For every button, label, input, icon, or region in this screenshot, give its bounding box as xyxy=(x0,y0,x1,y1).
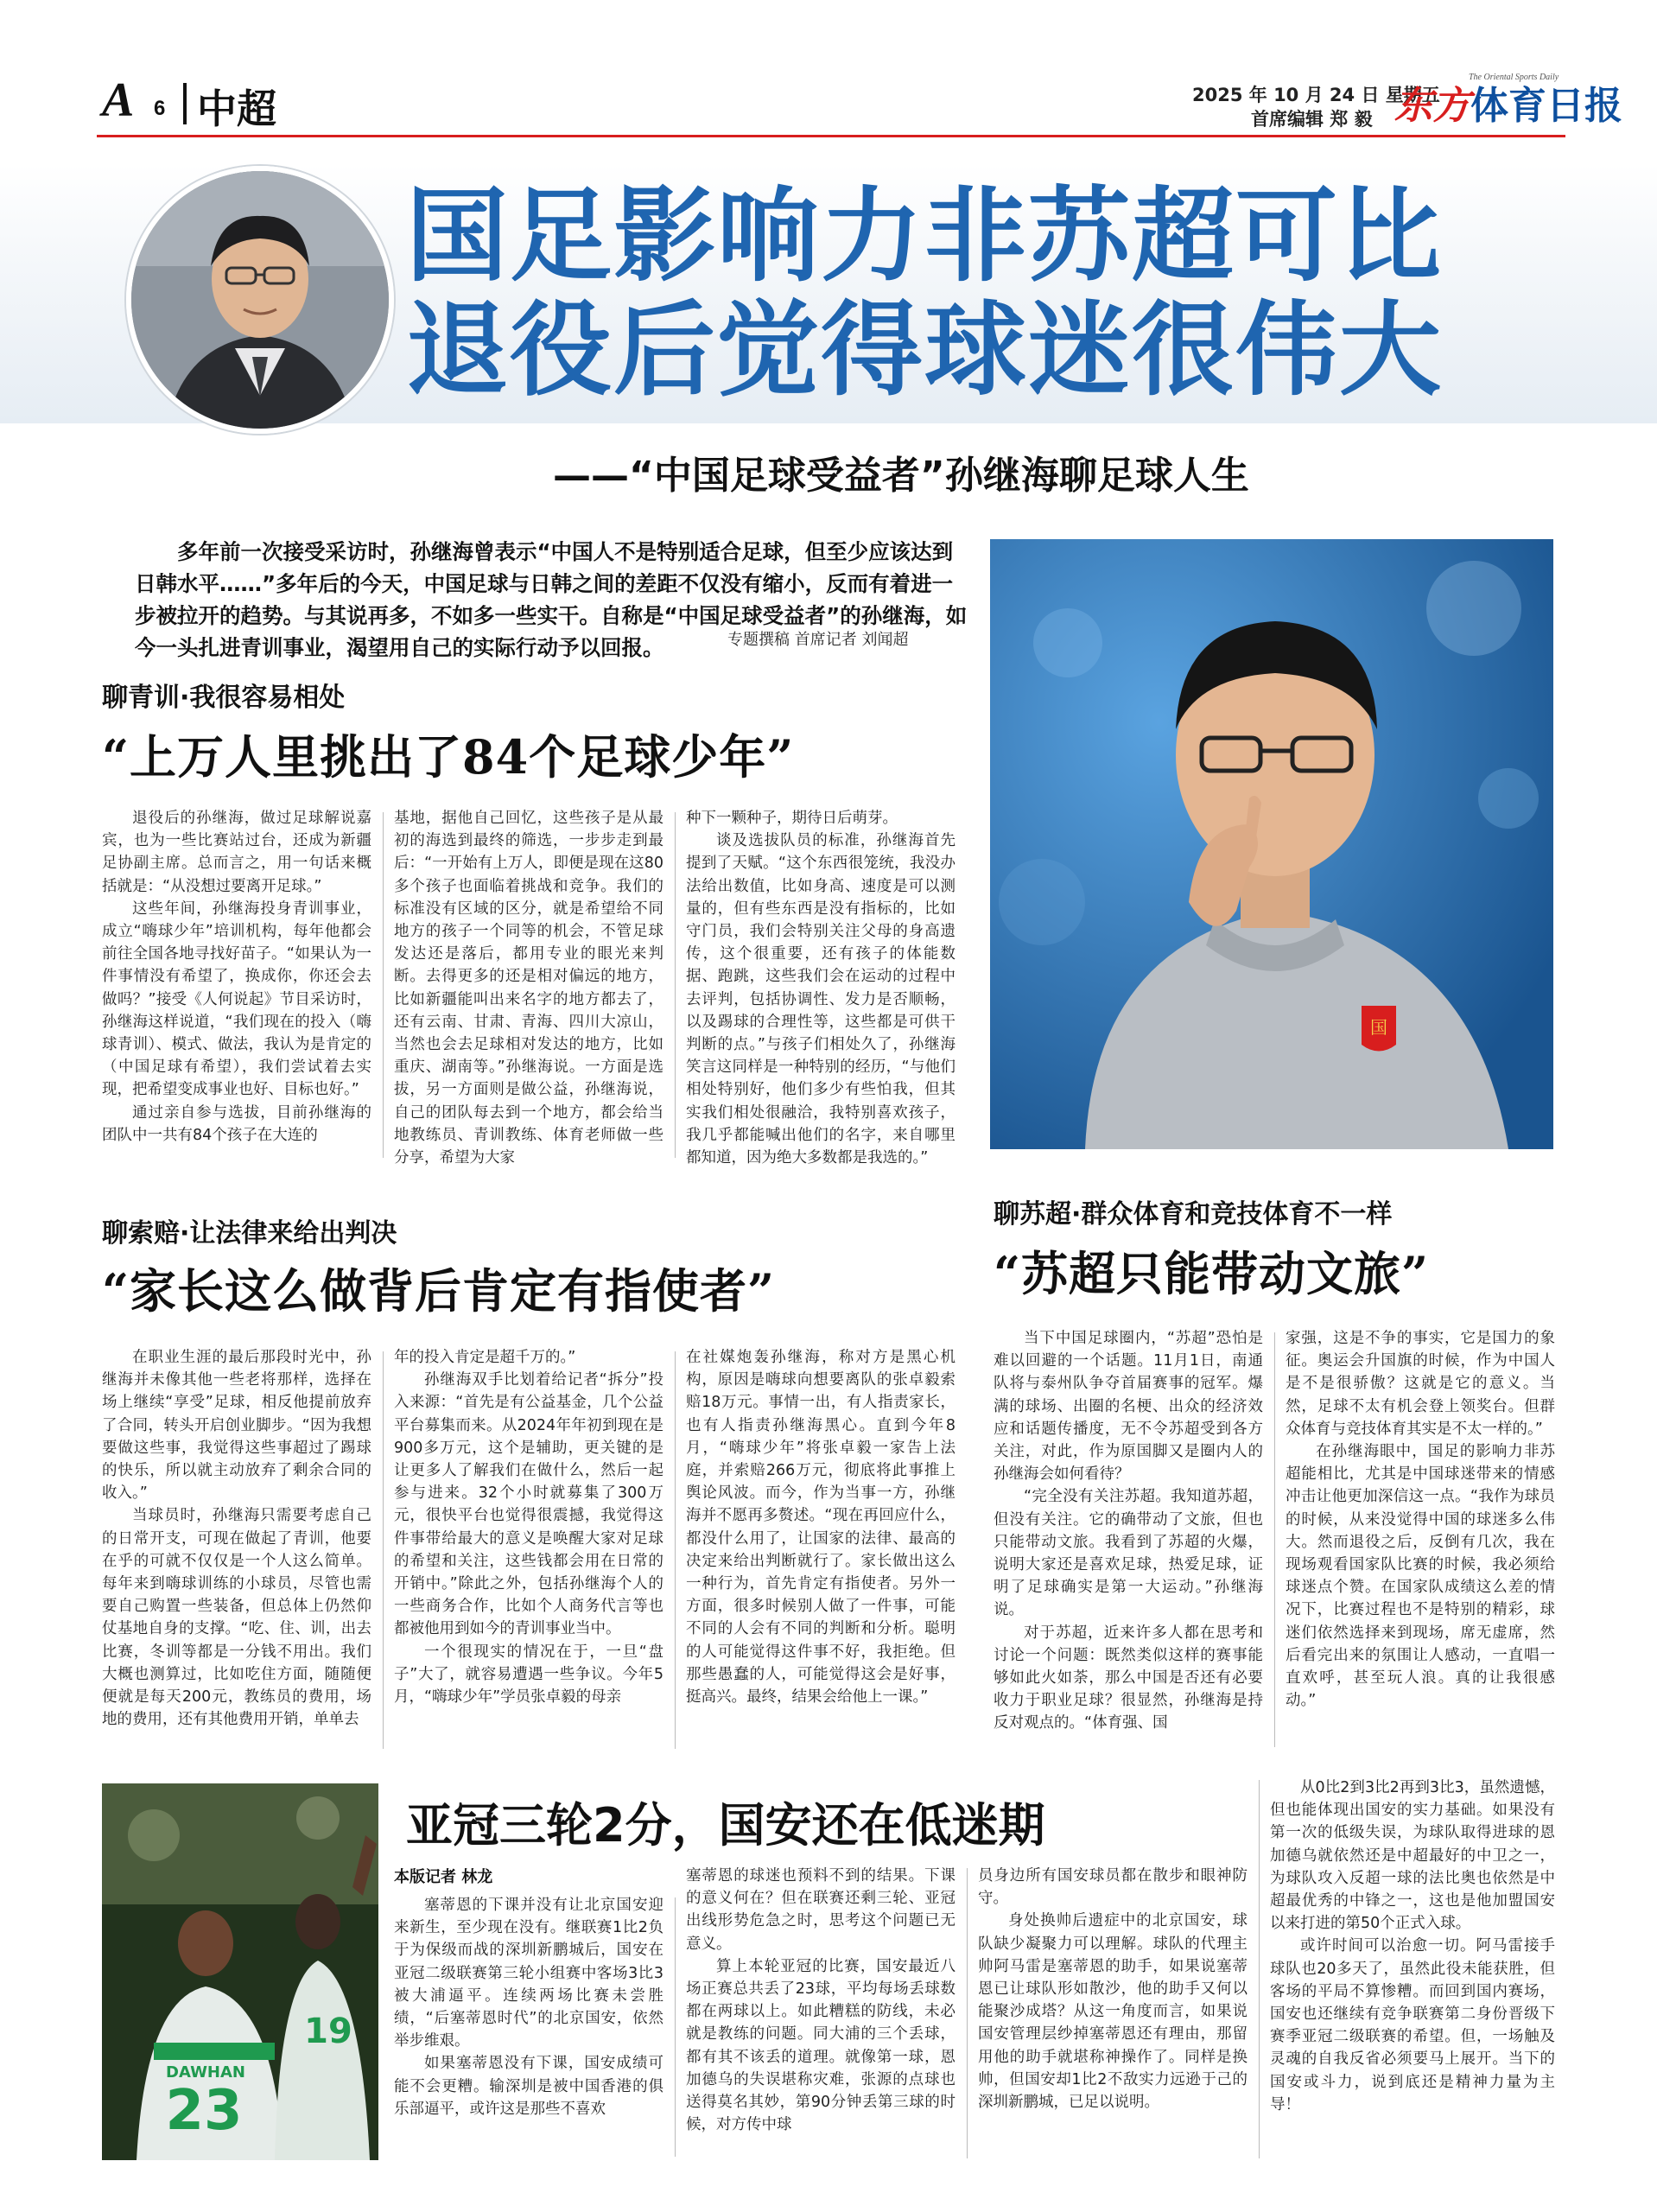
paragraph: 在职业生涯的最后那段时光中，孙继海并未像其他一些老将那样，选择在场上继续“享受”足球，相反他提前放弃了合同，转头开启创业脚步。“因为我想要做这些事，我觉得这些事超过了踢球的快乐，所以就主动放弃了剩余合同的收入。” xyxy=(102,1349,371,1503)
paragraph: 孙继海双手比划着给记者“拆分”投入来源：“首先是有公益基金，几个公益平台募集而来。从2024年年初到现在是900多万元，这个是辅助，更关键的是让更多人了解我们在做什么，然后一起参与进来。32个小时就募集了300万元，很快平台也觉得很震撼，我觉得这件事带给最大的意义是唤醒大家对足球的希望和关注，这些钱都会用在日常的开销中。”除此之外，包括孙继海个人的一些商务合作，比如个人商务代言等也都被他用到如今的青训事业当中。 xyxy=(394,1371,663,1638)
section2-kicker: 聊索赔·让法律来给出判决 xyxy=(102,1218,397,1249)
column-divider xyxy=(675,1897,676,2157)
newspaper-logo xyxy=(1394,74,1622,130)
issue-date: 2025 年 10 月 24 日 星期五 xyxy=(1192,85,1440,105)
section1-kicker: 聊青训·我很容易相处 xyxy=(102,683,346,713)
column-divider xyxy=(675,812,676,1158)
paragraph: 在社媒炮轰孙继海，称对方是黑心机构，原因是嗨球向想要离队的张卓毅索赔18万元。事情一出，有人指责家长，也有人指责孙继海黑心。直到今年8月，“嗨球少年”将张卓毅一家告上法庭，并索赔266万元，彻底将此事推上舆论风波。而今，作为当事一方，孙继海并不愿再多赘述。“现在再回应什么，都没什么用了，让国家的法律、最高的决定来给出判断就行了。家长做出这么一种行为，首先肯定有指使者。另外一方面，很多时候别人做了一件事，可能不同的人会有不同的判断和分析。聪明的人可能觉得这件事不好，我拒绝。但那些愚蠢的人，可能觉得这会是好事，挺高兴。最终，结果会给他上一课。” xyxy=(686,1349,955,1707)
section2-column-3 xyxy=(686,1346,955,1758)
intro-line: 多年前一次接受采访时，孙继海曾表示“中国人不是特别适合足球，但至少应该达到 xyxy=(177,539,954,564)
section2-column-1 xyxy=(102,1346,371,1758)
portrait-illustration xyxy=(131,171,389,429)
paragraph: 身处换帅后遗症中的北京国安，球队缺少凝聚力可以理解。球队的代理主帅阿马雷是塞蒂恩的助手，如果说塞蒂恩已让球队形如散沙，他的助手又何以能聚沙成塔？从这一角度而言，如果说国安管理层纱掉塞蒂恩还有理由，那留用他的助手就堪称神操作了。同样是换帅，但国安却1比2不敌实力远逊于己的深圳新鹏城，已足以说明。 xyxy=(978,1912,1248,2112)
intro-line: 今一头扎进青训事业，渴望用自己的实际行动予以回报。 xyxy=(135,635,664,660)
match-photo xyxy=(102,1783,378,2160)
player2-number-text: 19 xyxy=(304,2012,352,2051)
bottom-article-title: 亚冠三轮2分，国安还在低迷期 xyxy=(406,1798,1045,1853)
paragraph: 年的投入肯定是超千万的。” xyxy=(394,1349,576,1366)
paragraph: 从0比2到3比2再到3比3，虽然遗憾，但也能体现出国安的实力基础。如果没有第一次的低级失误，为球队取得进球的恩加德乌就依然还是中超最好的中卫之一，为球队攻入反超一球的法比奥也依然是中超最优秀的中锋之一，这也是他加盟国安以来打进的第50个正式入球。 xyxy=(1270,1779,1555,1933)
section1-column-2 xyxy=(394,807,663,1170)
paragraph: 对于苏超，近来许多人都在思考和讨论一个问题：既然类似这样的赛事能够如此火如荼，那么中国是否还有必要收力于职业足球？很显然，孙继海是持反对观点的。“体育强、国 xyxy=(994,1624,1263,1732)
page-number: 6 xyxy=(154,97,166,120)
column-divider xyxy=(967,1868,968,2158)
section3-kicker: 聊苏超·群众体育和竞技体育不一样 xyxy=(994,1199,1393,1230)
column-divider xyxy=(675,1351,676,1749)
paragraph: 如果塞蒂恩没有下课，国安成绩可能不会更糟。输深圳是被中国香港的俱乐部逼平，或许这是那些不喜欢 xyxy=(394,2055,663,2118)
coach-illustration xyxy=(990,539,1553,1149)
headline-line-1: 国足影响力非苏超可比 xyxy=(406,176,1444,296)
paragraph: 或许时间可以治愈一切。阿马雷接手球队也20多天了，虽然此役未能获胜，但客场的平局不算惨糟。而回到国内赛场，国安也还继续有竞争联赛第二身份晋级下赛季亚冠二级联赛的希望。但，一场触及灵魂的自我反省必须要马上展开。当下的国安或斗力，说到底还是精神力量为主导！ xyxy=(1270,1937,1555,2113)
paragraph: “完全没有关注苏超。我知道苏超，但没有关注。它的确带动了文旅，但也只能带动文旅。我看到了苏超的火爆，说明大家还是喜欢足球，热爱足球，证明了足球确实是第一大运动。”孙继海说。 xyxy=(994,1488,1263,1619)
paragraph: 在孙继海眼中，国足的影响力非苏超能相比，尤其是中国球迷带来的情感冲击让他更加深信这一点。“我作为球员的时候，从来没觉得中国的球迷多么伟大。然而退役之后，反倒有几次，我在现场观看国家队比赛的时候，我必须给球迷点个赞。在国家队成绩这么差的情况下，比赛过程也不是特别的精彩，球迷们依然选择来到现场，席无虚席，然后看完出来的氛围让人感动，一直唱一直欢呼，甚至玩人浪。真的让我很感动。” xyxy=(1286,1443,1555,1710)
bottom-article-byline: 本版记者 林龙 xyxy=(394,1868,493,1886)
bottom-column-1 xyxy=(394,1894,663,2169)
match-illustration xyxy=(102,1783,378,2160)
paragraph: 基地，据他自己回忆，这些孩子是从最初的海选到最终的筛选，一步步走到最后：“一开始有上万人，即便是现在这80多个孩子也面临着挑战和竞争。我们的标准没有区域的区分，就是希望给不同地方的孩子一个同等的机会，不管足球发达还是落后，都用专业的眼光来判断。去得更多的还是相对偏远的地方，比如新疆能叫出来名字的地方都去了，还有云南、甘肃、青海、四川大凉山，当然也会去足球相对发达的地方，比如重庆、湖南等。”孙继海说。一方面是选拔，另一方面则是做公益，孙继海说，自己的团队每去到一个地方，都会给当地教练员、青训教练、体育老师做一些分享，希望为大家 xyxy=(394,810,663,1167)
chief-editor: 首席编辑 郑 毅 xyxy=(1251,109,1373,130)
player-number-text: 23 xyxy=(165,2079,243,2143)
paragraph: 通过亲自参与选拔，目前孙继海的团队中一共有84个孩子在大连的 xyxy=(102,1103,371,1144)
section-name: 中超 xyxy=(197,86,276,132)
section3-column-2 xyxy=(1286,1327,1555,1758)
coach-photo xyxy=(990,539,1553,1149)
column-divider xyxy=(383,812,384,1158)
masthead-rule xyxy=(97,135,1565,137)
section1-column-1 xyxy=(102,807,371,1170)
paragraph: 当下中国足球圈内，“苏超”恐怕是难以回避的一个话题。11月1日，南通队将与泰州队争夺首届赛事的冠军。爆满的球场、出圈的名梗、出众的经济效应和话题传播度，无不令苏超受到各方关注，对此，作为原国脚又是圈内人的孙继海会如何看待？ xyxy=(994,1330,1263,1484)
paragraph: 塞蒂恩的球迷也预料不到的结果。下课的意义何在？但在联赛还剩三轮、亚冠出线形势危急之时，思考这个问题已无意义。 xyxy=(686,1867,955,1953)
player-name-text: DAWHAN xyxy=(166,2063,245,2082)
section3-column-1 xyxy=(994,1327,1263,1758)
masthead-separator xyxy=(183,83,187,124)
subheadline: ——“中国足球受益者”孙继海聊足球人生 xyxy=(553,454,1249,498)
section1-quote-title: “上万人里挑出了84个足球少年” xyxy=(102,729,795,785)
bottom-column-2 xyxy=(686,1865,955,2169)
paragraph: 退役后的孙继海，做过足球解说嘉宾，也为一些比赛站过台，还成为新疆足协副主席。总而言之，用一句话来概括就是：“从没想过要离开足球。” xyxy=(102,810,371,895)
paragraph: 这些年间，孙继海投身青训事业，成立“嗨球少年”培训机构，每年他都会前往全国各地寻找好苗子。“如果认为一件事情没有希望了，换成你，你还会去做吗？”接受《人何说起》节目采访时，孙继海这样说道，“我们现在的投入（嗨球青训）、模式、做法，我认为是肯定的（中国足球有希望），我们尝试着去实现，把希望变成事业也好、目标也好。” xyxy=(102,899,371,1099)
logo-english: The Oriental Sports Daily xyxy=(1469,73,1559,82)
intro-byline: 专题撰稿 首席记者 刘闻超 xyxy=(727,631,909,649)
portrait-photo xyxy=(126,166,394,434)
section1-column-3 xyxy=(686,807,955,1170)
page-letter: A xyxy=(102,73,135,127)
paragraph: 一个很现实的情况在于，一旦“盘子”大了，就容易遭遇一些争议。今年5月，“嗨球少年”学员张卓毅的母亲 xyxy=(394,1643,663,1707)
bottom-column-4 xyxy=(1270,1777,1555,2169)
paragraph: 算上本轮亚冠的比赛，国安最近八场正赛总共丢了23球，平均每场丢球数都在两球以上。如此糟糕的防线，未必就是教练的问题。同大浦的三个丢球，都有其不该丢的道理。就像第一球，恩加德乌的失误堪称灾难，张源的点球也送得莫名其妙，第90分钟丢第三球的时候，对方传中球 xyxy=(686,1957,955,2134)
headline-line-2: 退役后觉得球迷很伟大 xyxy=(406,290,1444,410)
section2-column-2 xyxy=(394,1346,663,1758)
column-divider xyxy=(383,1351,384,1749)
paragraph: 种下一颗种子，期待日后萌芽。 xyxy=(686,810,898,827)
paragraph: 当球员时，孙继海只需要考虑自己的日常开支，可现在做起了青训，他要在乎的可就不仅仅是一个人这么简单。每年来到嗨球训练的小球员，尽管也需要自己购置一些装备，但总体上仍然仰仗基地自身的支撑。“吃、住、训，出去比赛，冬训等都是一分钱不用出。我们大概也测算过，比如吃住方面，随随便便就是每天200元，教练员的费用，场地的费用，还有其他费用开销，单单去 xyxy=(102,1507,371,1729)
section3-quote-title: “苏超只能带动文旅” xyxy=(994,1246,1430,1301)
intro-line: 步被拉开的趋势。与其说再多，不如多一些实干。自称是“中国足球受益者”的孙继海，如 xyxy=(135,603,968,628)
bottom-column-3 xyxy=(978,1865,1248,2169)
intro-line: 日韩水平……”多年后的今天，中国足球与日韩之间的差距不仅没有缩小，反而有着进一 xyxy=(135,571,954,596)
logo-red-part: 东方 xyxy=(1394,84,1470,128)
paragraph: 家强，这是不争的事实，它是国力的象征。奥运会升国旗的时候，作为中国人是不是很骄傲？这就是它的意义。当然，足球不太有机会登上领奖台。但群众体育与竞技体育其实是不太一样的。” xyxy=(1286,1330,1555,1438)
column-divider xyxy=(1274,1332,1275,1747)
paragraph: 塞蒂恩的下课并没有让北京国安迎来新生，至少现在没有。继联赛1比2负于为保级而战的深圳新鹏城后，国安在亚冠二级联赛第三轮小组赛中客场3比3被大浦逼平。连续两场比赛未尝胜绩，“后塞蒂恩时代”的北京国安，依然举步维艰。 xyxy=(394,1897,663,2050)
column-divider xyxy=(1259,1780,1260,2158)
paragraph: 员身边所有国安球员都在散步和眼神防守。 xyxy=(978,1867,1248,1908)
paragraph: 谈及选拔队员的标准，孙继海首先提到了天赋。“这个东西很笼统，我没办法给出数值，比如身高、速度是可以测量的，但有些东西是没有指标的，比如守门员，我们会特别关注父母的身高遗传，这个很重要，还有孩子的体能数据、跑跳，这些我们会在运动的过程中去评判，包括协调性、发力是否顺畅，以及踢球的合理性等，这些都是可供干判断的点。”与孩子们相处久了，孙继海笑言这同样是一种特别的经历，“与他们相处特别好，他们多少有些怕我，但其实我们相处很融洽，我特别喜欢孩子，我几乎都能喊出他们的名字，来自哪里都知道，因为绝大多数都是我选的。” xyxy=(686,832,955,1167)
jersey-badge-text: 国 xyxy=(1370,1017,1387,1038)
logo-blue-part: 体育日报 xyxy=(1470,84,1622,128)
section2-quote-title: “家长这么做背后肯定有指使者” xyxy=(102,1263,776,1319)
